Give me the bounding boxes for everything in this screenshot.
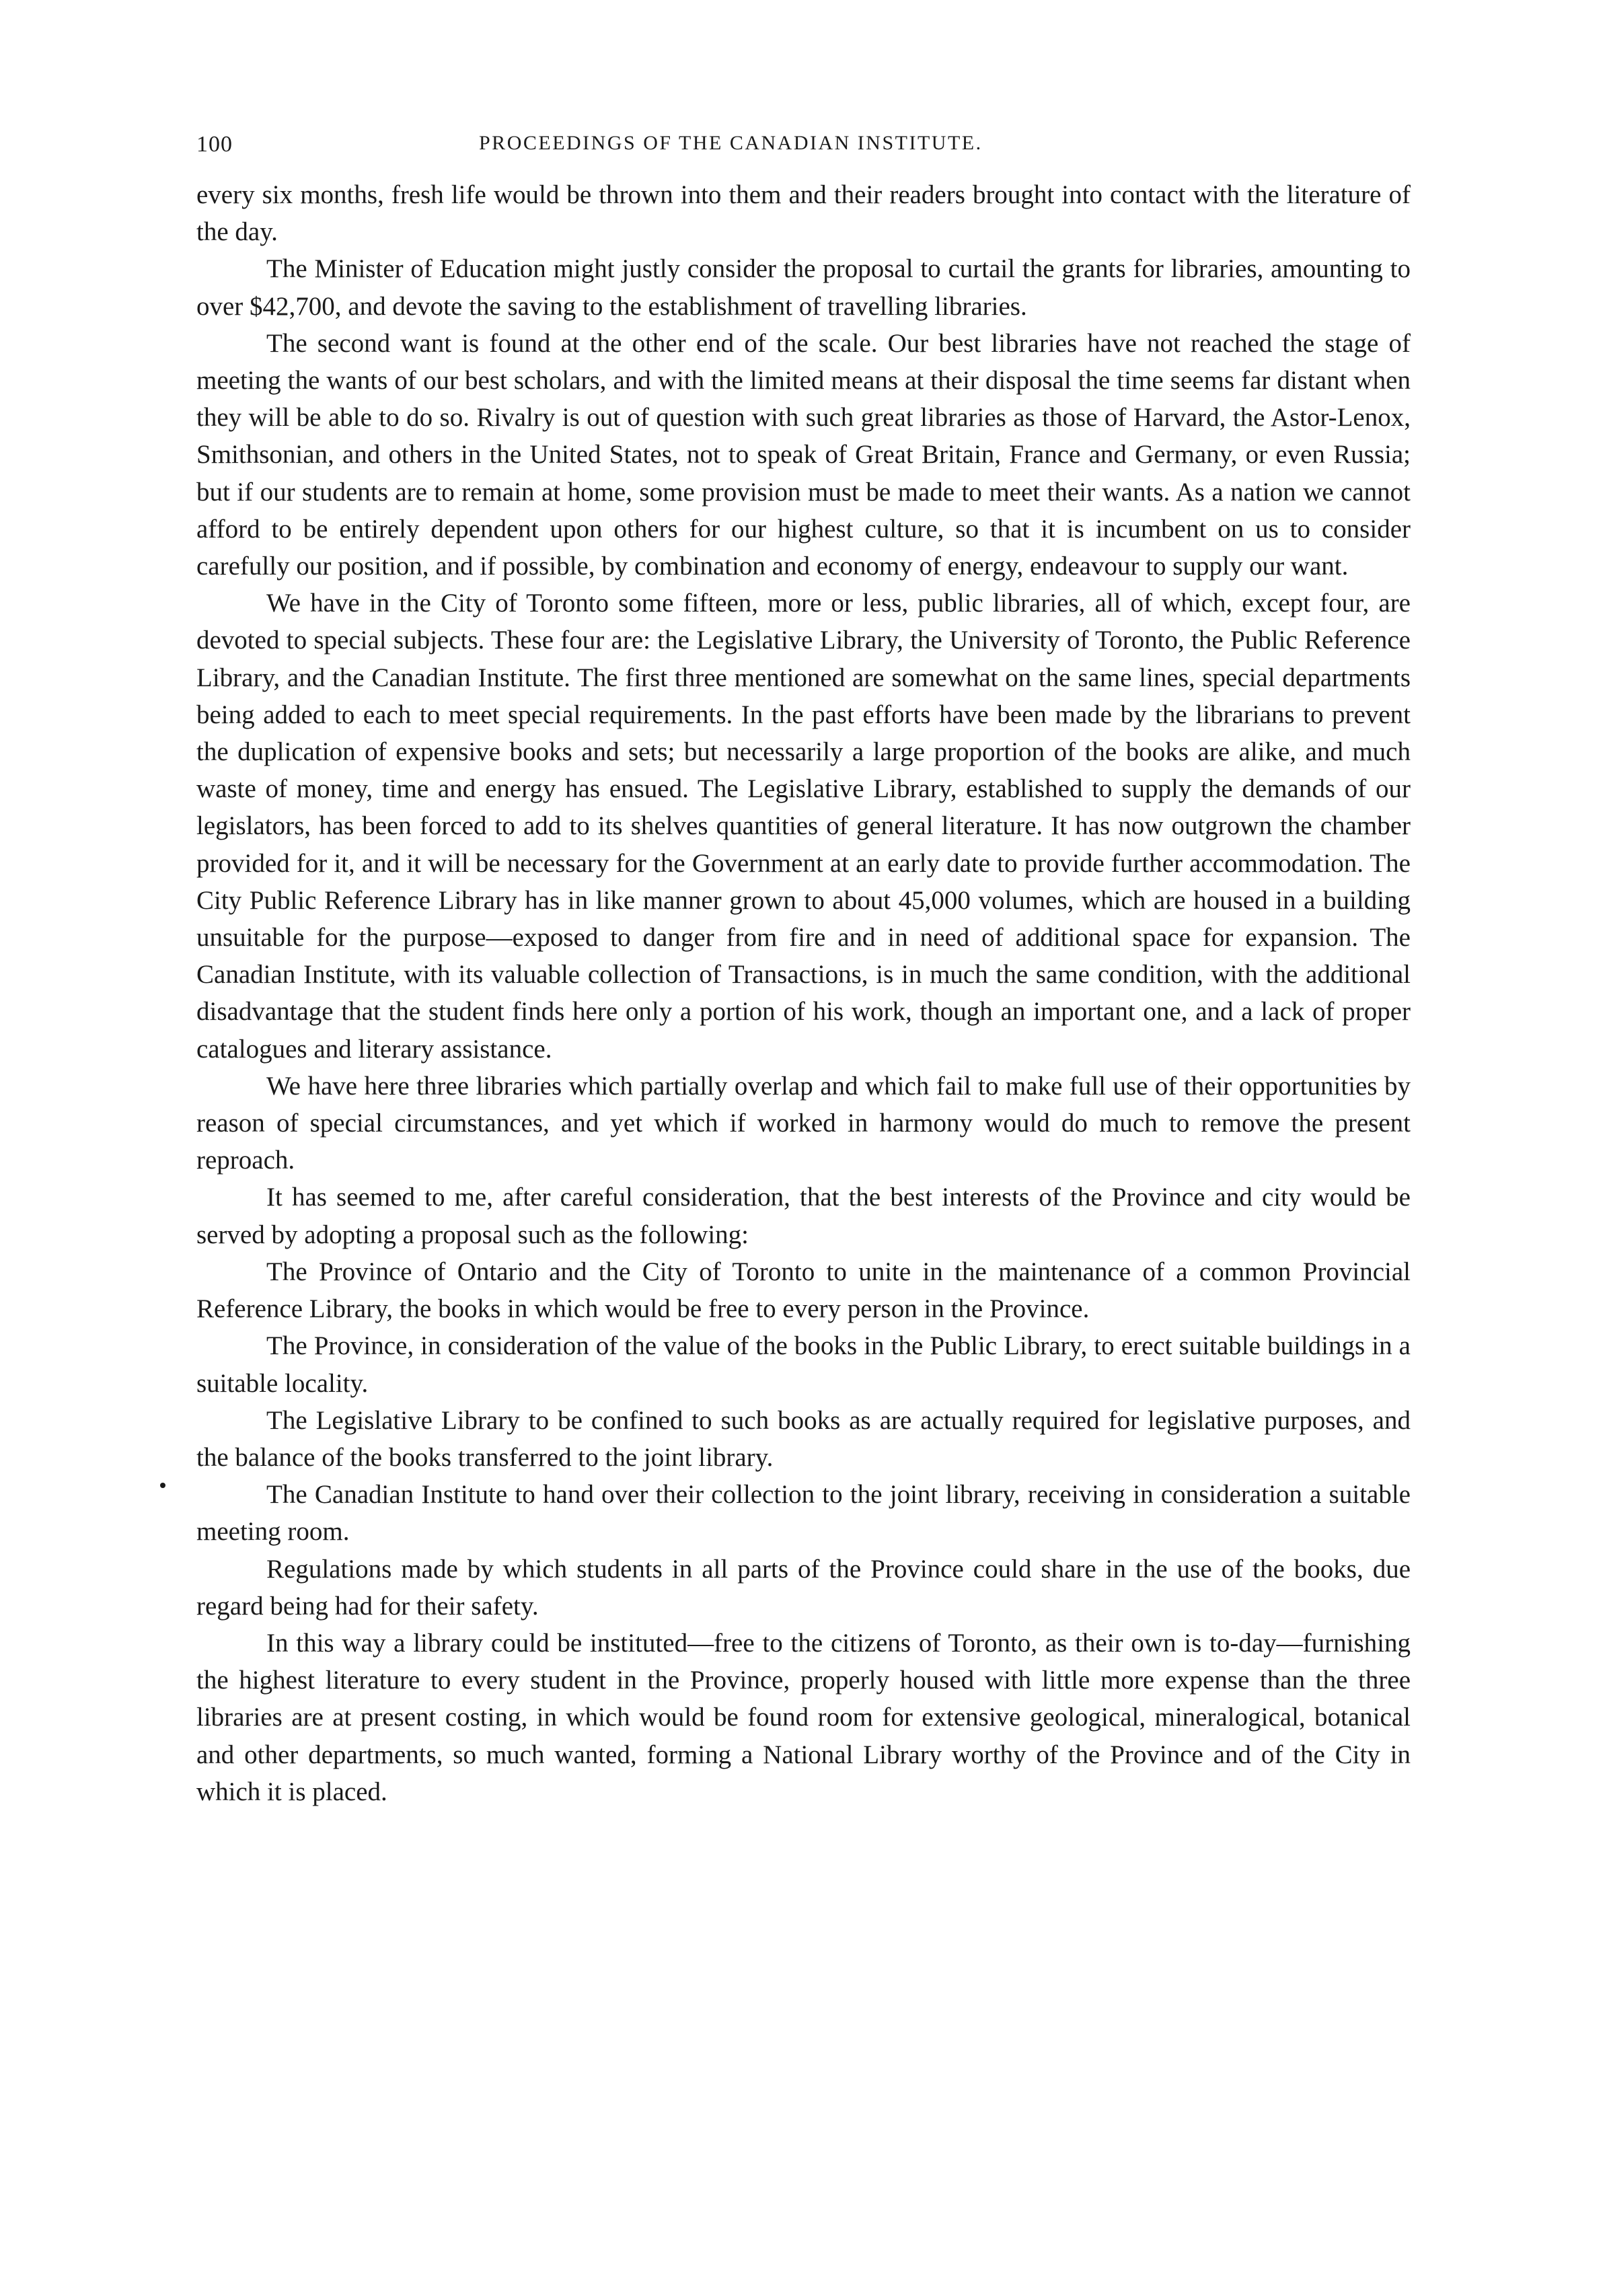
paragraph-continuation: every six months, fresh life would be thrown into them and their readers brought into contact with the literature of the day. <box>196 180 1411 247</box>
paragraph-three-libraries: We have here three libraries which partially overlap and which fail to make full use of their opportunities by reason of special circumstances, and yet which if worked in harmony would do much to remove the present reproach. <box>196 1071 1411 1175</box>
paragraph-conclusion: In this way a library could be instituted—free to the citizens of Toronto, as their own is to-day—furnishing the highest literature to every student in the Province, properly housed with little more expense than the three libraries are at present costing, in which would be found room for extensive geological, mineralogical, botanical and other departments, so much wanted, forming a National Library worthy of the Province and of the City in which it is placed. <box>196 1628 1411 1806</box>
paragraph-proposal-buildings: The Province, in consideration of the value of the books in the Public Library, to erect suitable buildings in a suitable locality. <box>196 1331 1411 1398</box>
running-head <box>196 132 1411 172</box>
paragraph-proposal-province-city: The Province of Ontario and the City of Toronto to unite in the maintenance of a common Provincial Reference Library, the books in which would be free to every person in the Province. <box>196 1257 1411 1324</box>
paragraph-proposal-regulations: Regulations made by which students in all parts of the Province could share in the use of the books, due regard being had for their safety. <box>196 1554 1411 1621</box>
paragraph-proposal-intro: It has seemed to me, after careful consideration, that the best interests of the Province and city would be served by adopting a proposal such as the following: <box>196 1183 1411 1249</box>
paragraph-proposal-legislative: The Legislative Library to be confined to such books as are actually required for legislative purposes, and the balance of the books transferred to the joint library. <box>196 1405 1411 1472</box>
page <box>196 132 1411 1810</box>
journal-title: PROCEEDINGS OF THE CANADIAN INSTITUTE. <box>479 132 983 154</box>
paragraph-proposal-institute: The Canadian Institute to hand over their collection to the joint library, receiving in consideration a suitable meeting room. <box>196 1480 1411 1547</box>
margin-mark <box>160 1483 165 1488</box>
paragraph-minister-education: The Minister of Education might justly consider the proposal to curtail the grants for libraries, amounting to over $42,700, and devote the saving to the establishment of travelling libraries. <box>196 254 1411 321</box>
body-text <box>196 176 1411 1810</box>
page-number: 100 <box>196 132 233 157</box>
paragraph-toronto-libraries: We have in the City of Toronto some fifteen, more or less, public libraries, all of which, except four, are devoted to special subjects. These four are: the Legislative Library, the University of Toronto, the Public Reference Library, and the Canadian Institute. The first three mentioned are somewhat on the same lines, special departments being added to each to meet special requirements. In the past efforts have been made by the librarians to prevent the duplication of expensive books and sets; but necessarily a large proportion of the books are alike, and much waste of money, time and energy has ensued. The Legislative Library, established to supply the demands of our legislators, has been forced to add to its shelves quantities of general literature. It has now outgrown the chamber provided for it, and it will be necessary for the Government at an early date to provide further accommodation. The City Public Reference Library has in like manner grown to about 45,000 volumes, which are housed in a building unsuitable for the purpose—exposed to danger from fire and in need of additional space for expansion. The Canadian Institute, with its valuable collection of Transactions, is in much the same condition, with the additional disadvantage that the student finds here only a portion of his work, though an important one, and a lack of proper catalogues and literary assistance. <box>196 589 1411 1064</box>
paragraph-second-want: The second want is found at the other end of the scale. Our best libraries have not reached the stage of meeting the wants of our best scholars, and with the limited means at their disposal the time seems far distant when they will be able to do so. Rivalry is out of question with such great libraries as those of Harvard, the Astor-Lenox, Smithsonian, and others in the United States, not to speak of Great Britain, France and Germany, or even Russia; but if our students are to remain at home, some provision must be made to meet their wants. As a nation we cannot afford to be entirely dependent upon others for our highest culture, so that it is incumbent on us to consider carefully our position, and if possible, by combination and economy of energy, endeavour to supply our want. <box>196 328 1411 581</box>
